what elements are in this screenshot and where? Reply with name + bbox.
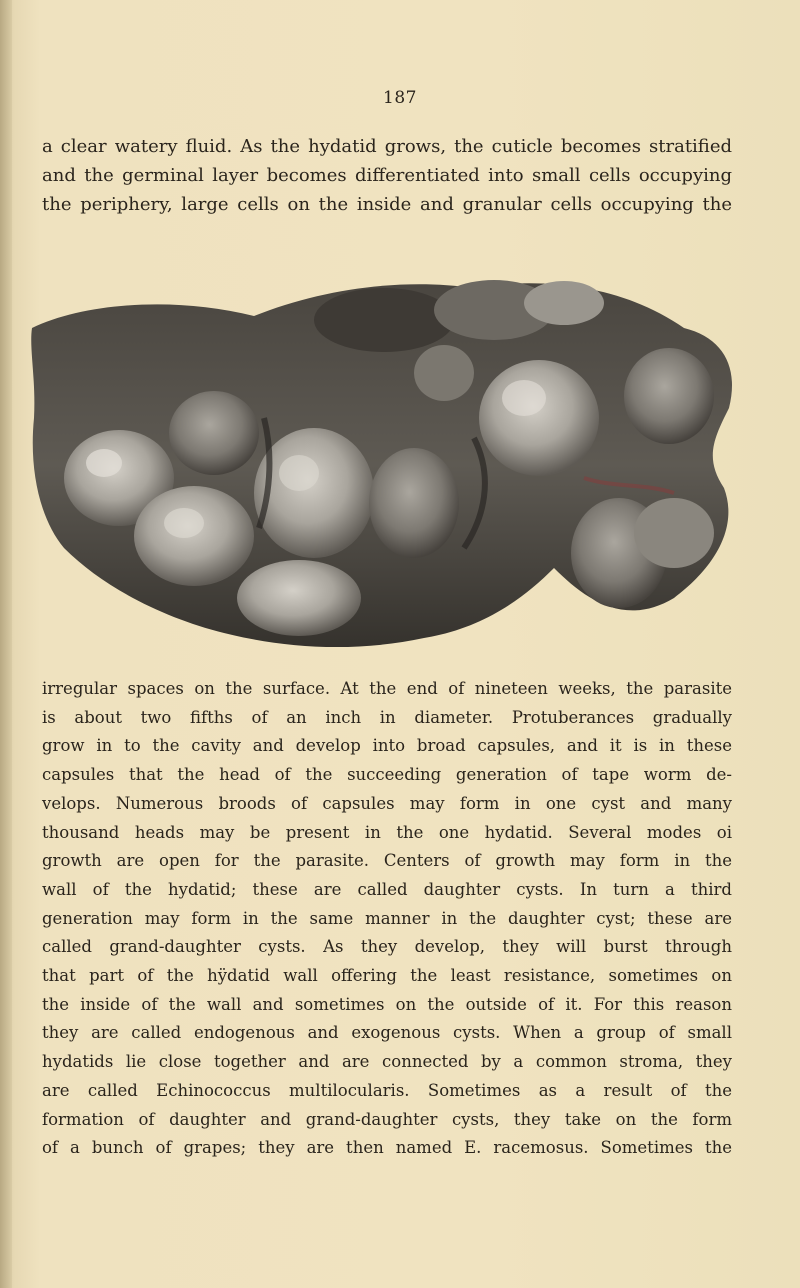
text-line: generation may form in the same manner in the daughter cyst; these are xyxy=(42,908,732,928)
text-line: irregular spaces on the surface. At the end of nineteen weeks, the parasite xyxy=(42,679,732,698)
text-line: hydatids lie close together and are connected by a common stroma, they xyxy=(42,1052,732,1072)
text-line: velops. Numerous broods of capsules may form in one cyst and many xyxy=(42,793,732,813)
text-line: called grand-daughter cysts. As they develop, they will burst through xyxy=(42,937,732,957)
page-binding-edge xyxy=(0,0,12,1288)
text-line: of a bunch of grapes; they are then named E. racemosus. Sometimes the xyxy=(42,1138,732,1158)
text-line: growth are open for the parasite. Centers of growth may form in the xyxy=(42,851,732,871)
text-line: are called Echinococcus multilocularis. Sometimes as a result of the xyxy=(42,1080,732,1100)
bottom-paragraph xyxy=(42,675,732,1163)
text-line: and the germinal layer becomes differentiated into small cells occupying xyxy=(42,165,732,186)
text-line: grow in to the cavity and develop into broad capsules, and it is in these xyxy=(42,736,732,756)
text-line: formation of daughter and grand-daughter cysts, they take on the form xyxy=(42,1109,732,1129)
page-number: 187 xyxy=(383,88,417,108)
text-line: they are called endogenous and exogenous cysts. When a group of small xyxy=(42,1023,732,1043)
top-paragraph xyxy=(42,132,732,219)
hydatid-cyst-photograph-icon xyxy=(24,268,744,668)
text-line: a clear watery fluid. As the hydatid grows, the cuticle becomes stratified xyxy=(42,136,732,157)
text-line: thousand heads may be present in the one hydatid. Several modes oi xyxy=(42,822,732,842)
text-line: wall of the hydatid; these are called daughter cysts. In turn a third xyxy=(42,879,732,899)
text-line: is about two fifths of an inch in diameter. Protuberances gradually xyxy=(42,707,732,727)
text-line: that part of the hÿdatid wall offering the least resistance, sometimes on xyxy=(42,966,732,986)
text-line: the periphery, large cells on the inside and granular cells occupying the xyxy=(42,194,732,215)
hydatid-cyst-figure xyxy=(24,268,744,668)
text-line: capsules that the head of the succeeding generation of tape worm de- xyxy=(42,765,732,785)
text-line: the inside of the wall and sometimes on the outside of it. For this reason xyxy=(42,994,732,1014)
